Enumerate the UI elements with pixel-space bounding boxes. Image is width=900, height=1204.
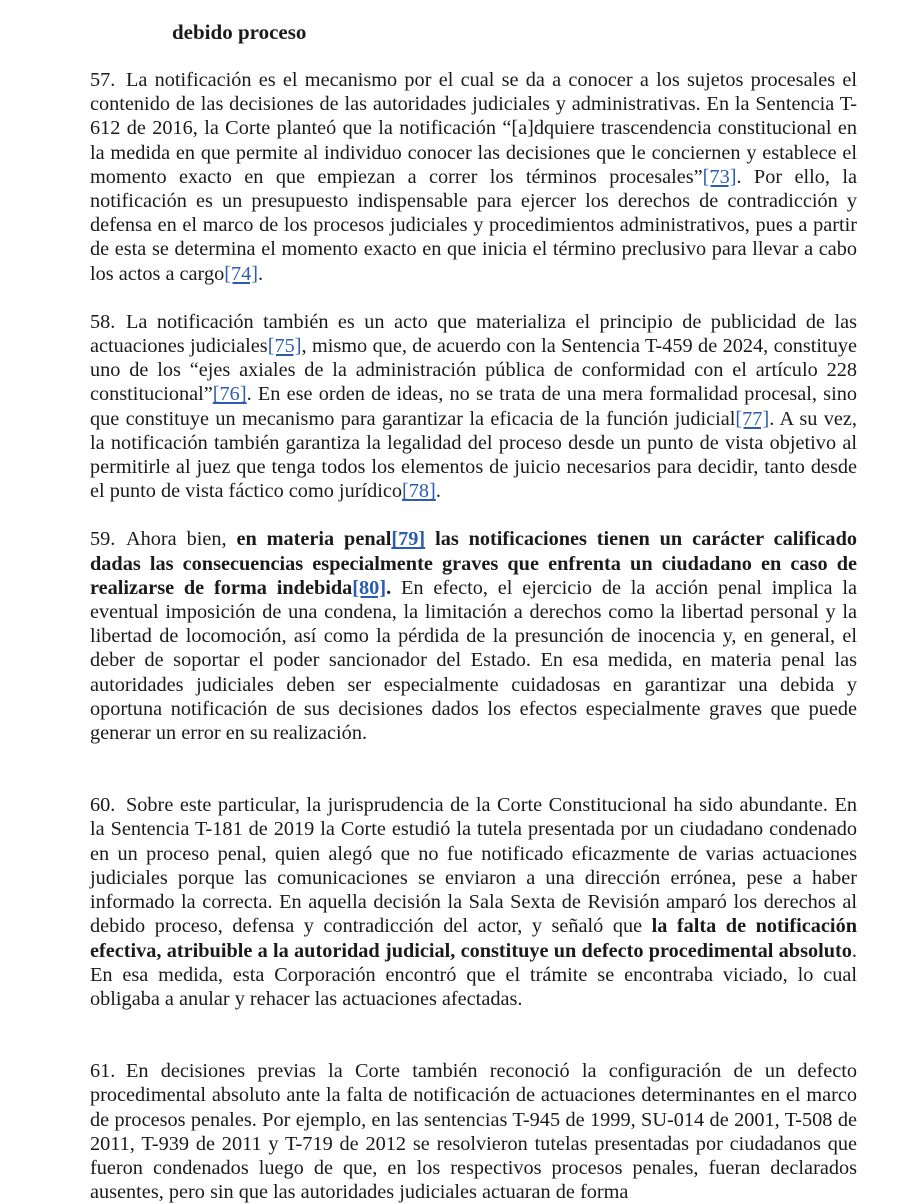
footnote-link-76[interactable]: [76] [212,383,247,406]
paragraph-number: 61. [90,1060,116,1083]
bold-text: la falta de notificación efectiva, atribuible a la autoridad judicial, constituye un defecto procedimental absoluto [90,915,857,962]
paragraph-text: . Por ello, la notificación es un presupuesto indispensable para ejercer los derechos de contradicción y defensa en el marco de los procesos judiciales y procedimientos administrativos, pues a partir de esta se determina el momento exacto en que inicia el término preclusivo para llevar a cabo los actos a cargo [90,165,857,285]
paragraph-57 [90,68,857,286]
spacer [90,503,857,527]
spacer [90,745,857,793]
bold-text: . [386,576,392,599]
footnote-link-73[interactable]: [73] [702,165,737,188]
paragraph-text: Ahora bien, [126,528,237,551]
paragraph-text: La notificación es el mecanismo por el cual se da a conocer a los sujetos procesales el contenido de las decisiones de las autoridades judiciales y administrativas. En la Sentencia T-612 de 2016, la Corte planteó que la notificación “[a]dquiere trascendencia constitucional en la medida en que permite al individuo conocer las decisiones que le conciernen y establece el momento exacto en que empiezan a correr los términos procesales” [90,69,857,188]
paragraph-number: 60. [90,794,116,817]
paragraph-number: 58. [90,310,116,333]
bold-text: las notificaciones tienen un carácter calificado dadas las consecuencias especialmente graves que enfrenta un ciudadano en caso de realizarse de forma indebida [90,528,857,599]
section-heading: debido proceso [172,20,307,44]
paragraph-text: . A su vez, la notificación también garantiza la legalidad del proceso desde un punto de vista objetivo al permitirle al juez que tenga todos los elementos de juicio necesarios para decidir, tanto desde el punto de vista fáctico como jurídico [90,407,857,503]
paragraph-number: 57. [90,69,116,91]
paragraph-59 [90,527,857,745]
paragraph-number: 59. [90,528,116,551]
paragraph-text: Sobre este particular, la jurisprudencia de la Corte Constitucional ha sido abundante. En la Sentencia T-181 de 2019 la Corte estudió la tutela presentada por un ciudadano condenado en un proceso penal, quien alegó que no fue notificado eficazmente de varias actuaciones judiciales porque las comunicaciones se enviaron a una dirección errónea, pese a haber informado la correcta. En aquella decisión la Sala Sexta de Revisión amparó los derechos al debido proceso, defensa y contradicción del actor, y señaló que [90,794,857,938]
footnote-link-75[interactable]: [75] [267,335,302,358]
paragraph-text: . [258,262,264,285]
footnote-link-80[interactable] [352,577,386,599]
footnote-link-79[interactable] [391,528,425,550]
footnote-link-74[interactable]: [74] [224,262,259,285]
spacer [90,286,857,310]
paragraph-text: . [435,480,441,503]
footnote-link-78[interactable]: [78] [402,480,436,503]
footnote-link-label: [80] [352,576,387,599]
paragraph-61 [90,1059,857,1204]
paragraph-text: La notificación también es un acto que materializa el principio de publicidad de las actuaciones judiciales [90,310,857,358]
paragraph-text: En decisiones previas la Corte también reconoció la configuración de un defecto procedimental absoluto ante la falta de notificación de actuaciones determinantes en el marco de procesos penales. Por ejemplo, en las sentencias T-945 de 1999, SU-014 de 2001, T-508 de 2011, T-939 de 2011 y T-719 de 2012 se resolvieron tutelas presentadas por ciudadanos que fueron condenados luego de que, en los respectivos procesos penales, fueran declarados ausentes, pero sin que las autoridades judiciales actuaran de forma [90,1060,857,1204]
spacer [90,1011,857,1059]
paragraph-58 [90,310,857,504]
bold-text: en materia penal [236,528,392,551]
footnote-link-label: [79] [391,528,426,551]
paragraph-60 [90,793,857,1011]
footnote-link-77[interactable]: [77] [735,407,770,430]
paragraph-text: . En esa medida, esta Corporación encontró que el trámite se encontraba viciado, lo cual obligaba a anular y rehacer las actuaciones afectadas. [90,939,857,1010]
paragraph-text: . En ese orden de ideas, no se trata de una mera formalidad procesal, sino que constituye un mecanismo para garantizar la eficacia de la función judicial [90,383,857,430]
paragraph-text: , mismo que, de acuerdo con la Sentencia T-459 de 2024, constituye uno de los “ejes axiales de la administración pública de conformidad con el artículo 228 constitucional” [90,335,857,406]
paragraph-text: En efecto, el ejercicio de la acción penal implica la eventual imposición de una condena, la limitación a derechos como la libertad personal y la libertad de locomoción, así como la pérdida de la presunción de inocencia y, en general, el deber de soportar el poder sancionador del Estado. En esa medida, en materia penal las autoridades judiciales deben ser especialmente cuidadosas en garantizar una debida y oportuna notificación de sus decisiones dados los efectos especialmente graves que puede generar un error en su realización. [90,576,857,745]
